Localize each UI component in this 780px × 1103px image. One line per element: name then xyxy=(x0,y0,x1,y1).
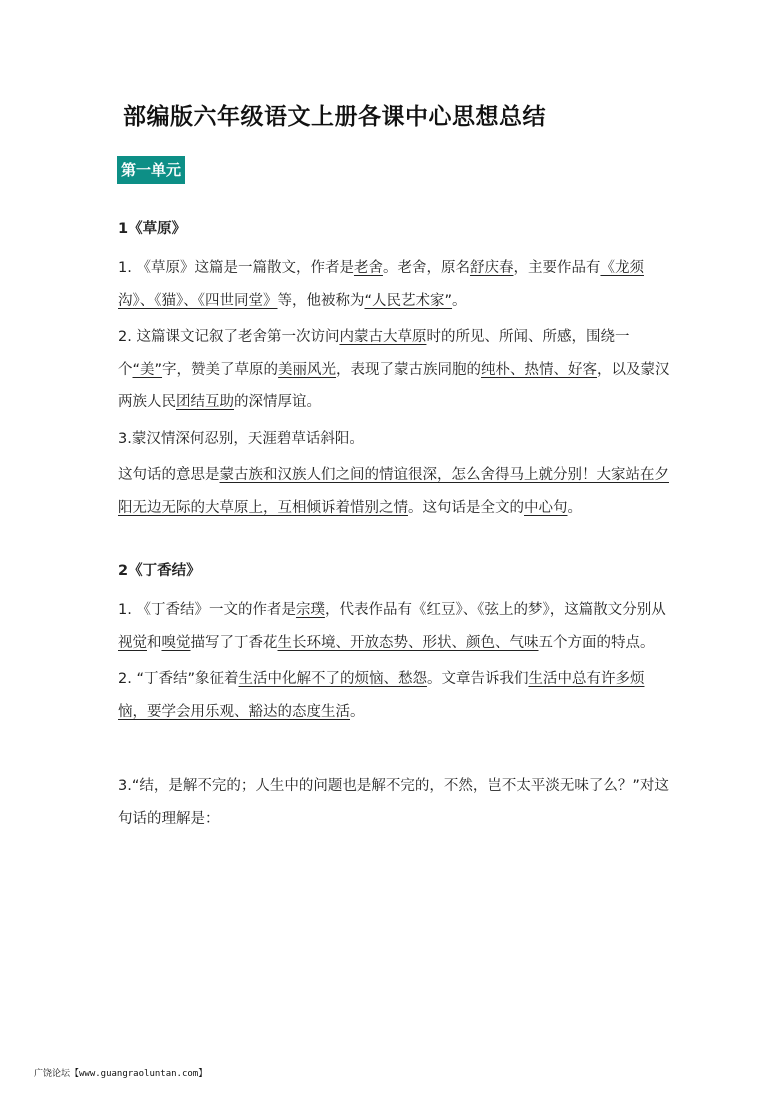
underlined-text: 中心句 xyxy=(524,499,568,516)
page-title: 部编版六年级语文上册各课中心思想总结 xyxy=(123,103,546,130)
footer-site: 广饶论坛【www.guangraoluntan.com】 xyxy=(34,1069,208,1079)
document-body xyxy=(118,206,670,835)
lesson-paragraph xyxy=(118,321,670,419)
text-run: 。老舍，原名 xyxy=(382,260,470,276)
lesson-paragraph xyxy=(118,252,670,317)
underlined-text: 生活中总有许多烦恼，要学会用乐观、豁达的态度生活 xyxy=(118,671,645,720)
underlined-text: 老舍 xyxy=(353,260,383,276)
underlined-text: 纯朴、热情、好客 xyxy=(481,361,598,378)
underlined-text: 内蒙古大草原 xyxy=(339,329,427,345)
text-run: 。 xyxy=(567,499,582,516)
lesson-paragraph xyxy=(118,594,670,659)
underlined-text: 《龙须沟》、《猫》、《四世同堂》 xyxy=(118,260,644,309)
text-run: ，主要作品有 xyxy=(513,260,601,276)
lesson-heading: 1《草原》 xyxy=(118,221,187,237)
lesson-paragraph xyxy=(118,459,670,524)
text-run: 3.“结，是解不完的；人生中的问题也是解不完的，不然，岂不太平淡无味了么？”对这句话的理解是： xyxy=(118,778,669,827)
underlined-text: “美” xyxy=(132,361,163,378)
underlined-text: 蒙古族和汉族人们之间的情谊很深，怎么舍得马上就分别！大家站在夕阳无边无际的大草原上，互相倾诉着惜别之情 xyxy=(118,467,669,516)
text-run: 和 xyxy=(147,634,162,651)
text-run: 字，赞美了草原的 xyxy=(162,361,279,378)
underlined-text: 舒庆春 xyxy=(469,260,514,276)
text-run: 时的所见、所闻、所感，围绕一个 xyxy=(118,329,630,378)
underlined-text: 美丽风光 xyxy=(278,361,337,378)
lesson-heading: 2《丁香结》 xyxy=(118,563,201,579)
text-run: 1. 《丁香结》一文的作者是 xyxy=(118,602,296,618)
text-run: 2. 这篇课文记叙了老舍第一次访问 xyxy=(118,329,340,345)
text-run: 这句话的意思是 xyxy=(118,467,220,483)
unit-badge: 第一单元 xyxy=(117,156,185,184)
underlined-text: 团结互助 xyxy=(176,394,234,410)
underlined-text: 生活中化解不了的烦恼、愁怨 xyxy=(238,671,427,687)
lesson-paragraph xyxy=(118,663,670,728)
text-run: ，以及蒙汉两族人民 xyxy=(118,361,670,410)
text-run: ，表现了蒙古族同胞的 xyxy=(336,361,482,378)
text-run: 等，他被称为 xyxy=(277,292,365,309)
lesson-paragraph xyxy=(118,770,670,835)
underlined-text: 宗璞 xyxy=(295,602,325,618)
text-run: 。这句话是全文的 xyxy=(408,499,524,516)
underlined-text: 嗅觉 xyxy=(161,634,191,651)
underlined-text: 生长环境、开放态势、形状、颜色、气味 xyxy=(277,634,539,651)
text-run: 的深情厚谊。 xyxy=(234,394,321,410)
text-run: ，代表作品有《红豆》、《弦上的梦》，这篇散文分别从 xyxy=(324,602,666,618)
text-run: 。 xyxy=(350,703,365,720)
text-run: 。 xyxy=(452,292,467,309)
text-run: 3.蒙汉情深何忍别，天涯碧草话斜阳。 xyxy=(118,430,364,447)
underlined-text: 视觉 xyxy=(118,634,147,651)
text-run: 2. “丁香结”象征着 xyxy=(118,671,239,687)
text-run: 五个方面的特点。 xyxy=(538,634,655,651)
text-run: 描写了丁香花 xyxy=(190,634,278,651)
text-run: 。文章告诉我们 xyxy=(426,671,529,687)
underlined-text: “人民艺术家” xyxy=(364,292,453,309)
text-run: 1. 《草原》这篇是一篇散文，作者是 xyxy=(118,260,354,276)
lesson-paragraph xyxy=(118,423,670,456)
